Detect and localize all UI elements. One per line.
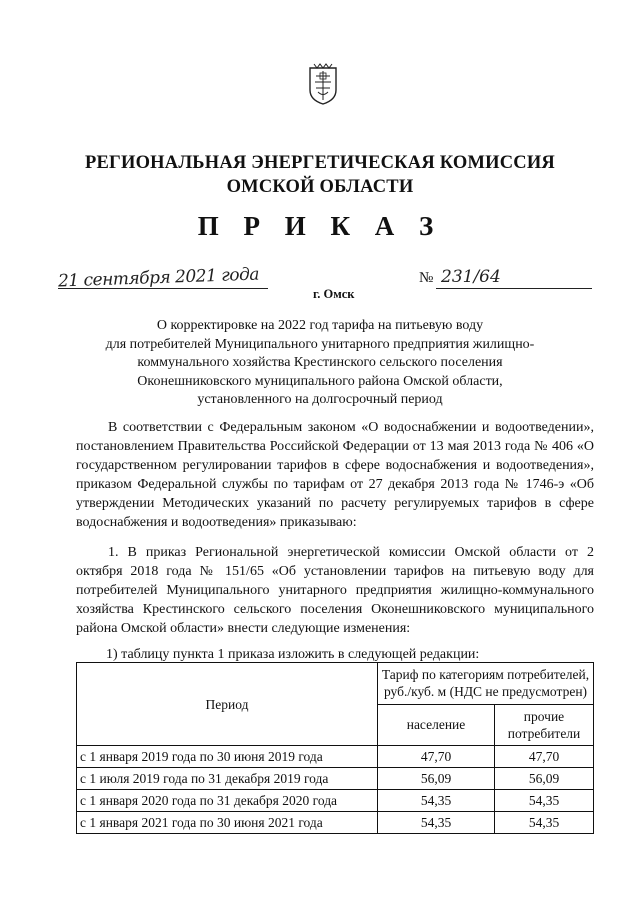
tariff-table bbox=[76, 662, 594, 834]
table-row bbox=[77, 790, 594, 812]
city-label: г. Омск bbox=[313, 287, 355, 301]
date-underline bbox=[58, 288, 268, 289]
table-row bbox=[77, 746, 594, 768]
cell-other: 54,35 bbox=[495, 790, 594, 812]
cell-period: с 1 января 2021 года по 30 июня 2021 года bbox=[77, 812, 378, 834]
table-row bbox=[77, 812, 594, 834]
cell-population: 54,35 bbox=[378, 790, 495, 812]
cell-period: с 1 июля 2019 года по 31 декабря 2019 года bbox=[77, 768, 378, 790]
subject-line: О корректировке на 2022 год тарифа на питьевую воду bbox=[156, 318, 484, 333]
omsk-region-emblem-icon bbox=[306, 62, 340, 106]
subject-line: установленного на долгосрочный период bbox=[197, 392, 443, 407]
subject-line: для потребителей Муниципального унитарного предприятия жилищно- bbox=[105, 336, 535, 352]
number-underline bbox=[436, 288, 592, 289]
cell-other: 54,35 bbox=[495, 812, 594, 834]
cell-period: с 1 января 2020 года по 31 декабря 2020 года bbox=[77, 790, 378, 812]
preamble-paragraph: В соответствии с Федеральным законом «О водоснабжении и водоотведении», постановлением Правительства Российской Федерации от 13 мая 2013 года № 406 «О государственном регулировании тарифов в сфере водоснабжения и водоотведения», приказом Федеральной службы по тарифам от 27 декабря 2013 года № 1746-э «Об утверждении Методических указаний по расчету регулируемых тарифов в сфере водоснабжения и водоотведения» приказываю: bbox=[76, 420, 594, 530]
number-label: № bbox=[419, 270, 434, 286]
cell-population: 47,70 bbox=[378, 746, 495, 768]
cell-population: 54,35 bbox=[378, 812, 495, 834]
header-period: Период bbox=[77, 663, 378, 746]
cell-other: 56,09 bbox=[495, 768, 594, 790]
table-header-row bbox=[77, 663, 594, 705]
subject-line: Оконешниковского муниципального района Омской области, bbox=[137, 373, 503, 389]
header-tariff: Тариф по категориям потребителей, руб./куб. м (НДС не предусмотрен) bbox=[378, 663, 594, 705]
org-line-1: РЕГИОНАЛЬНАЯ ЭНЕРГЕТИЧЕСКАЯ КОМИССИЯ bbox=[84, 153, 555, 173]
header-other-consumers: прочие потребители bbox=[495, 704, 594, 746]
organization-name bbox=[0, 151, 640, 199]
cell-population: 56,09 bbox=[378, 768, 495, 790]
subject-line: коммунального хозяйства Крестинского сельского поселения bbox=[137, 355, 503, 370]
order-subject bbox=[80, 317, 560, 410]
cell-other: 47,70 bbox=[495, 746, 594, 768]
org-line-2: ОМСКОЙ ОБЛАСТИ bbox=[226, 177, 414, 197]
table-row bbox=[77, 768, 594, 790]
header-population: население bbox=[378, 704, 495, 746]
item-1-paragraph: 1. В приказ Региональной энергетической комиссии Омской области от 2 октября 2018 года № 151/65 «Об установлении тарифов на питьевую воду для потребителей Муниципального унитарного предприятия жилищно-коммунального хозяйства Крестинского сельского поселения Оконешниковского муниципального района Омской области» внести следующие изменения: bbox=[76, 545, 594, 636]
item-1-1-paragraph: 1) таблицу пункта 1 приказа изложить в следующей редакции: bbox=[106, 647, 480, 662]
handwritten-date: 21 сентября 2021 года bbox=[57, 264, 260, 292]
handwritten-number: 231/64 bbox=[441, 267, 501, 287]
document-type-title: П Р И К А З bbox=[197, 211, 443, 241]
cell-period: с 1 января 2019 года по 30 июня 2019 года bbox=[77, 746, 378, 768]
